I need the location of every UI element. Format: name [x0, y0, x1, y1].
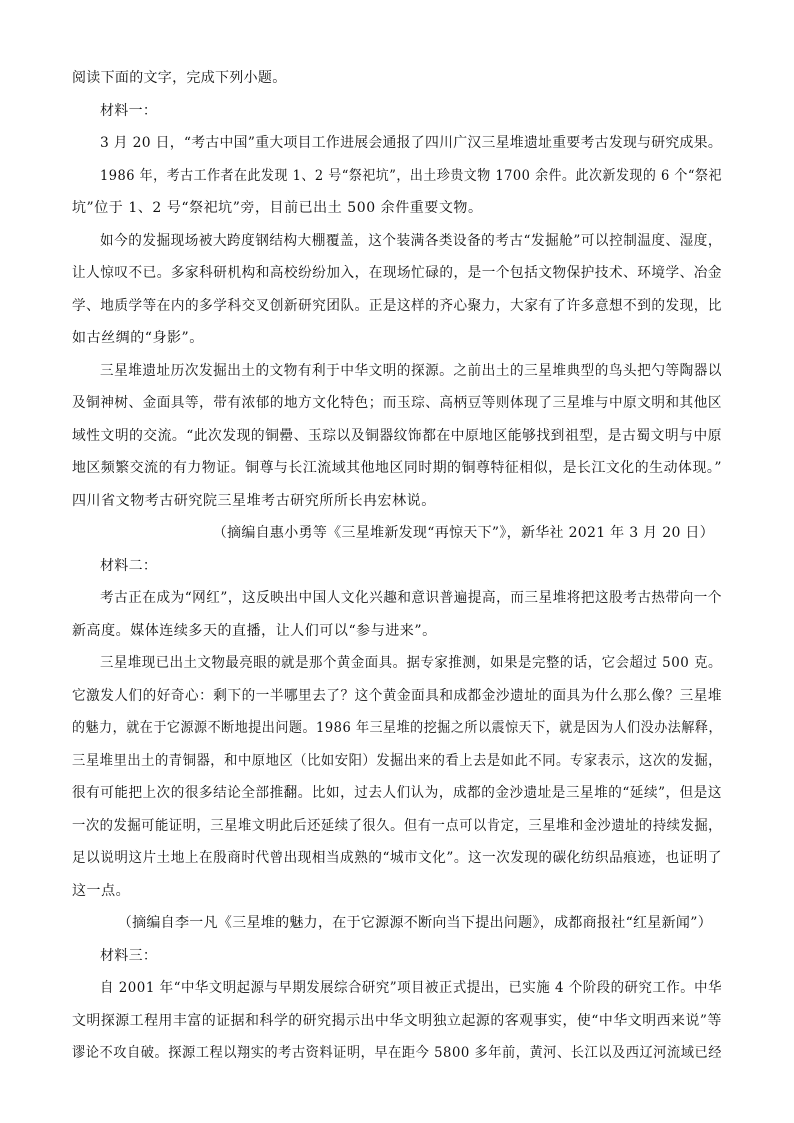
- material2-line: 足以说明这片土地上在殷商时代曾出现相当成熟的“城市文化”。这一次发现的碳化纺织品痕迹，也证明了: [72, 850, 722, 866]
- material1-line: 1986 年，考古工作者在此发现 1、2 号“祭祀坑”，出土珍贵文物 1700 余件。此次新发现的 6 个“祭祀: [100, 167, 722, 184]
- material2-label: 材料二：: [100, 557, 158, 574]
- material2-line: 三星堆里出土的青铜器，和中原地区（比如安阳）发掘出来的看上去是如此不同。专家表示，这次的发掘，: [72, 752, 723, 769]
- material2-line: 这一点。: [72, 882, 131, 899]
- material1-line: 域性文明的交流。“此次发现的铜罍、玉琮以及铜器纹饰都在中原地区能够找到祖型，是古蜀文明与中原: [72, 427, 723, 444]
- material1-line: 坑”位于 1、2 号“祭祀坑”旁，目前已出土 500 余件重要文物。: [72, 200, 483, 216]
- material1-line: 让人惊叹不已。多家科研机构和高校纷纷加入，在现场忙碌的，是一个包括文物保护技术、环境学、冶金: [72, 265, 723, 281]
- material1-line: 学、地质学等在内的多学科交叉创新研究团队。正是这样的齐心聚力，大家有了许多意想不到的发现，比: [72, 297, 723, 314]
- material2-line: 新高度。媒体连续多天的直播，让人们可以“参与进来”。: [72, 622, 437, 639]
- material2-line: 考古正在成为“网红”，这反映出中国人文化兴趣和意识普遍提高，而三星堆将把这股考古热带向一个: [100, 590, 723, 606]
- material1-line: 如古丝绸的“身影”。: [72, 330, 204, 346]
- reading-instruction: 阅读下面的文字，完成下列小题。: [72, 70, 287, 86]
- material2-line: 很有可能把上次的很多结论全部推翻。比如，过去人们认为，成都的金沙遗址是三星堆的“延续”，但是这: [72, 785, 722, 801]
- material1-line: 如今的发掘现场被大跨度钢结构大棚覆盖，这个装满各类设备的考古“发掘舱”可以控制温度、湿度，: [100, 232, 723, 249]
- document-page: [72, 62, 722, 1070]
- material3-label: 材料三：: [100, 947, 158, 964]
- material1-label: 材料一：: [100, 102, 158, 119]
- material3-line: 文明探源工程用丰富的证据和科学的研究揭示出中华文明独立起源的客观事实，使“中华文明西来说”等: [72, 1012, 722, 1029]
- material2-line: 它激发人们的好奇心：剩下的一半哪里去了？这个黄金面具和成都金沙遗址的面具为什么那么像？三星堆: [72, 687, 723, 704]
- material2-line: 三星堆现已出土文物最亮眼的就是那个黄金面具。据专家推测，如果是完整的话，它会超过 500 克。: [100, 655, 723, 671]
- material1-line: 四川省文物考古研究院三星堆考古研究所所长冉宏林说。: [72, 492, 436, 509]
- material2-line: 的魅力，就在于它源源不断地提出问题。1986 年三星堆的挖掘之所以震惊天下，就是因为人们没办法解释，: [72, 720, 723, 736]
- material1-line: 及铜神树、金面具等，带有浓郁的地方文化特色；而玉琮、高柄豆等则体现了三星堆与中原文明和其他区: [72, 395, 723, 411]
- material1-line: 3 月 20 日，“考古中国”重大项目工作进展会通报了四川广汉三星堆遗址重要考古发现与研究成果。: [100, 135, 723, 151]
- material1-line: 地区频繁交流的有力物证。铜尊与长江流域其他地区同时期的铜尊特征相似，是长江文化的生动体现。”: [72, 460, 723, 476]
- material1-line: 三星堆遗址历次发掘出土的文物有利于中华文明的探源。之前出土的三星堆典型的鸟头把勺等陶器以: [100, 362, 723, 379]
- material3-line: 谬论不攻自破。探源工程以翔实的考古资料证明，早在距今 5800 多年前，黄河、长江以及西辽河流域已经: [72, 1045, 722, 1061]
- material3-line: 自 2001 年“中华文明起源与早期发展综合研究”项目被正式提出，已实施 4 个阶段的研究工作。中华: [100, 980, 723, 996]
- material2-source: （摘编自李一凡《三星堆的魅力，在于它源源不断向当下提出问题》，成都商报社“红星新闻”）: [117, 915, 712, 931]
- material2-line: 一次的发掘可能证明，三星堆文明此后还延续了很久。但有一点可以肯定，三星堆和金沙遗址的持续发掘，: [72, 817, 723, 834]
- material1-source: （摘编自惠小勇等《三星堆新发现“再惊天下”》，新华社 2021 年 3 月 20 日）: [212, 525, 714, 541]
